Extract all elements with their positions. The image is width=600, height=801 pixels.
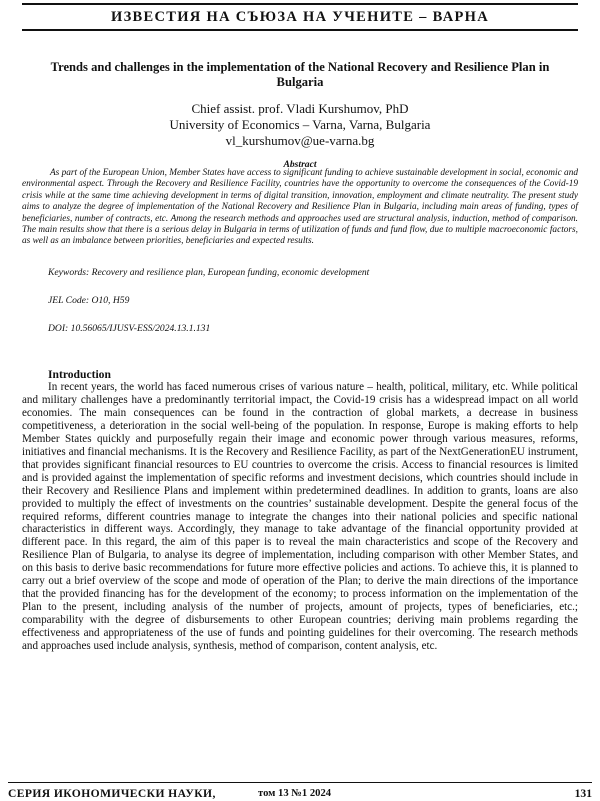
author-affiliation: University of Economics – Varna, Varna, Bulgaria	[169, 117, 431, 132]
doi: DOI: 10.56065/IJUSV-ESS/2024.13.1.131	[48, 323, 211, 334]
abstract-text: As part of the European Union, Member States have access to significant funding to achieve sustainable development in social, economic and environmental aspect. Through the Recovery and Resilience Facility, countries have the opportunity to overcome the consequences of the Covid-19 crisis while at the same time achieving development in terms of digital transition, innovation, employment and climate neutrality. The present study aims to analyze the degree of implementation of the National Recovery and Resilience Plan in Bulgaria, including main areas of funding, types of beneficiaries, number of contracts, etc. Among the research methods and approaches used are structural analysis, induction, method of comparison. The main results show that there is a serious delay in Bulgaria in terms of utilization of funds and fund flow, due to multiple macroeconomic factors, as well as an imbalance between priorities, beneficiaries and expected results.	[22, 168, 578, 247]
author-email: vl_kurshumov@ue-varna.bg	[225, 133, 375, 148]
journal-series: СЕРИЯ ИКОНОМИЧЕСКИ НАУКИ,	[8, 787, 216, 800]
author-name: Chief assist. prof. Vladi Kurshumov, PhD	[191, 101, 409, 116]
journal-issue: том 13 №1 2024	[258, 788, 332, 799]
page-number: 131	[574, 787, 592, 800]
journal-header-band	[22, 3, 578, 31]
keywords: Keywords: Recovery and resilience plan, European funding, economic development	[48, 267, 370, 278]
journal-title: ИЗВЕСТИЯ НА СЪЮЗА НА УЧЕНИТЕ – ВАРНА	[111, 8, 489, 25]
introduction-text: In recent years, the world has faced numerous crises of various nature – health, political, military, etc. While political and military challenges have a predominantly territorial impact, the Covid-19 crisis has a widespread impact on all world economies. The main consequences can be found in the contraction of global markets, a decrease in business competitiveness, a deterioration in the social well-being of the population. In response, Europe is making efforts to help Member States quickly and purposefully regain their image and economic power through various measures, reforms, initiatives and financial mechanisms. It is the Recovery and Resilience Facility, as part of the NextGenerationEU instrument, that provides significant financial resources to EU countries to overcome the crisis. Access to financial resources is limited and is provided against the implementation of specific reforms and investment decisions, which countries should include in their Recovery and Resilience Plans and implement within predetermined deadlines. In addition to grants, loans are also provided to multiply the effect of investments on the countries’ sustainable development. Despite the general focus of the required reforms, different countries manage to integrate the changes into their national policies and specific national characteristics in different ways. Accordingly, they manage to take advantage of the financial opportunity provided at different pace. In this regard, the aim of this paper is to reveal the main characteristics and scope of the Recovery and Resilience Plan of Bulgaria, to analyse its degree of implementation, including comparison with other Member States, and on this basis to derive basic recommendations for future more effective policies and actions. To achieve this, it is planned to carry out a brief overview of the scope and mode of operation of the Plan; to derive the main directions of the importance that the provided financing has for the development of the economy; to process information on the implementation of the Plan to the present, including analysis of the number of projects, amount of projects, types of beneficiaries, etc.; comparability with the degree of disbursements to other European countries; deriving main problems regarding the effectiveness and appropriateness of the use of funds and pointing guidelines for their overcoming. The research methods and approaches used include analysis, synthesis, method of comparison, content analysis, etc.	[22, 381, 578, 653]
abstract-heading: Abstract	[283, 159, 317, 170]
journal-footer	[8, 782, 592, 801]
author-block	[110, 101, 490, 149]
paper-title: Trends and challenges in the implementation of the National Recovery and Resilience Plan in Bulgaria	[50, 60, 550, 89]
introduction-heading: Introduction	[48, 368, 111, 381]
jel-code: JEL Code: O10, H59	[48, 295, 130, 306]
